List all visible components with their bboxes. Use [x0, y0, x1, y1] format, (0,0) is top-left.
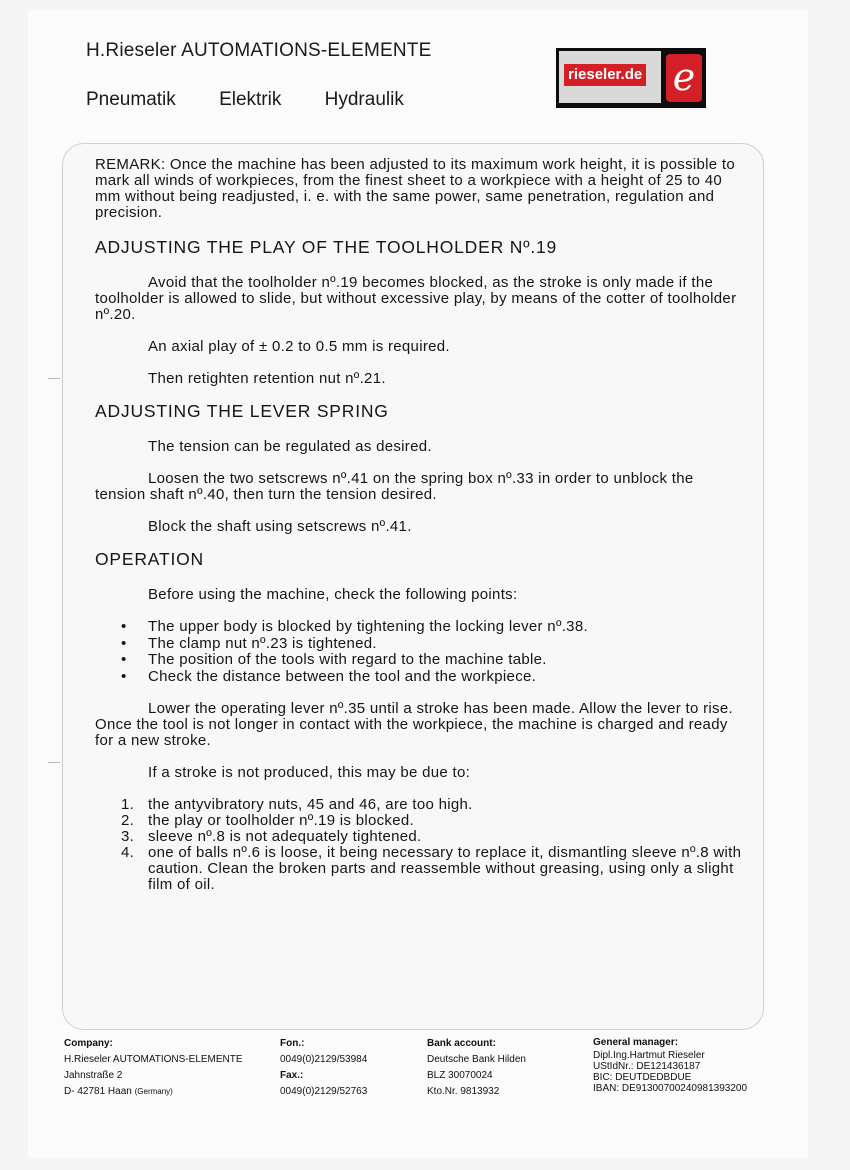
manager-ustid: UStIdNr.: DE121436187	[593, 1061, 701, 1072]
list-item	[95, 845, 745, 893]
footer-heading: Company:	[64, 1038, 113, 1049]
manager-name: Dipl.Ing.Hartmut Rieseler	[593, 1050, 705, 1061]
bank-name: Deutsche Bank Hilden	[427, 1054, 526, 1065]
margin-tick	[48, 378, 60, 379]
section-heading-operation: OPERATION	[95, 549, 204, 569]
cause-list	[95, 797, 745, 893]
list-item: • The upper body is blocked by tightening the locking lever nº.38.	[95, 619, 745, 636]
division-pneumatik: Pneumatik	[86, 89, 176, 110]
division-hydraulik: Hydraulik	[324, 89, 404, 110]
paragraph: Before using the machine, check the following points:	[148, 586, 518, 603]
logo-e-icon: e	[666, 54, 702, 102]
paragraph: The tension can be regulated as desired.	[148, 438, 432, 455]
bank-blz: BLZ 30070024	[427, 1070, 493, 1081]
paragraph: Lower the operating lever nº.35 until a stroke has been made. Allow the lever to rise. Once the tool is not longer in contact with the workpiece, the machine is charged and ready for a new stroke.	[95, 700, 733, 749]
company-street: Jahnstraße 2	[64, 1070, 123, 1081]
division-elektrik: Elektrik	[219, 89, 282, 110]
paragraph: If a stroke is not produced, this may be due to:	[148, 764, 471, 781]
paragraph: Avoid that the toolholder nº.19 becomes blocked, as the stroke is only made if the toolholder is allowed to slide, but without excessive play, by means of the cotter of toolholder nº.20.	[95, 274, 737, 323]
footer-heading: Fax.:	[280, 1070, 304, 1081]
manager-iban: IBAN: DE91300700240981393200	[593, 1083, 748, 1094]
list-number: 1.	[121, 796, 135, 813]
paragraph: Then retighten retention nut nº.21.	[148, 370, 386, 387]
list-item	[95, 797, 745, 813]
manual-text	[95, 157, 745, 893]
list-item: • The position of the tools with regard to the machine table.	[95, 652, 745, 669]
company-country: (Germany)	[134, 1087, 173, 1096]
paragraph: Block the shaft using setscrews nº.41.	[148, 518, 412, 535]
list-item	[95, 829, 745, 845]
list-text: one of balls nº.6 is loose, it being necessary to replace it, dismantling sleeve nº.8 with caution. Clean the broken parts and reassemble without greasing, using only a slight film of oil.	[148, 844, 742, 893]
list-text: sleeve nº.8 is not adequately tightened.	[148, 828, 422, 845]
fax-number: 0049(0)2129/52763	[280, 1086, 368, 1097]
footer-manager	[593, 1036, 747, 1094]
section-heading-lever-spring: ADJUSTING THE LEVER SPRING	[95, 401, 389, 421]
phone-number: 0049(0)2129/53984	[280, 1054, 368, 1065]
logo-text: rieseler.de	[564, 64, 646, 86]
manager-bic: BIC: DEUTDEDBDUE	[593, 1072, 692, 1083]
company-name: H.Rieseler AUTOMATIONS-ELEMENTE	[64, 1054, 243, 1065]
division-list	[86, 89, 442, 111]
paragraph: Loosen the two setscrews nº.41 on the spring box nº.33 in order to unblock the tension shaft nº.40, then turn the tension desired.	[95, 470, 694, 503]
footer-heading: General manager:	[593, 1037, 679, 1048]
list-number: 3.	[121, 828, 135, 845]
list-number: 2.	[121, 812, 135, 829]
list-number: 4.	[121, 844, 135, 861]
company-city: D- 42781 Haan (Germany)	[64, 1086, 173, 1097]
paragraph: An axial play of ± 0.2 to 0.5 mm is required.	[148, 338, 450, 355]
remark-paragraph: REMARK: Once the machine has been adjusted to its maximum work height, it is possible to mark all winds of workpieces, from the finest sheet to a workpiece with a height of 25 to 40 mm without being readjusted, i. e. with the same power, same penetration, regulation and precision.	[95, 156, 736, 221]
footer-phone	[280, 1036, 367, 1100]
check-list	[95, 619, 745, 685]
section-heading-toolholder: ADJUSTING THE PLAY OF THE TOOLHOLDER Nº.19	[95, 237, 558, 257]
bank-account-number: Kto.Nr. 9813932	[427, 1086, 500, 1097]
rieseler-logo	[556, 48, 706, 108]
list-item: • The clamp nut nº.23 is tightened.	[95, 636, 745, 653]
list-text: the antyvibratory nuts, 45 and 46, are too high.	[148, 796, 473, 813]
footer-heading: Bank account:	[427, 1038, 496, 1049]
list-item	[95, 813, 745, 829]
company-title: H.Rieseler AUTOMATIONS-ELEMENTE	[86, 40, 432, 61]
margin-tick	[48, 762, 60, 763]
footer-heading: Fon.:	[280, 1038, 305, 1049]
footer-company	[64, 1036, 243, 1100]
list-text: the play or toolholder nº.19 is blocked.	[148, 812, 414, 829]
list-item: • Check the distance between the tool and the workpiece.	[95, 669, 745, 686]
footer-bank	[427, 1036, 526, 1100]
